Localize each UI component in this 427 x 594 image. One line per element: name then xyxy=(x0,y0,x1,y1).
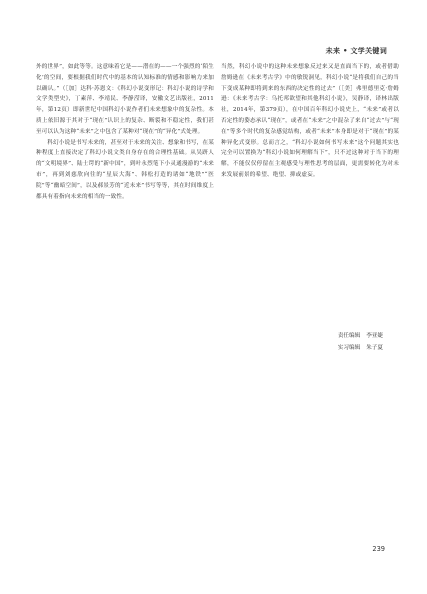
editor-name: 李亚婕 xyxy=(366,333,383,339)
editor-role: 责任编辑 xyxy=(337,333,361,339)
running-header: 未来 • 文学关键词 xyxy=(325,47,387,55)
editor-line-intern xyxy=(263,342,383,354)
editor-credits xyxy=(263,330,383,354)
right-column xyxy=(221,62,399,181)
editor-name: 朱子夏 xyxy=(366,345,383,351)
editor-line-responsible xyxy=(263,330,383,342)
body-paragraph: 科幻小说是书写未来的，甚至对于未来的关注、想象和书写，在某种程度上直接决定了科幻小说文类自身存在的合理性基础。从吴趼人的“文明境界”、陆士谔的“新中国”，到叶永烈笔下小灵通漫游的“未来市”，再到刘慈欣向往的“星辰大海”、韩松打造的诸如“地铁”“医院”等“幽暗空间”，以及郝景芳的“近未来”书写等等，其在时间维度上都具有着指向未来的相当的一致性。 xyxy=(36,139,214,200)
left-column xyxy=(36,62,214,202)
editor-role: 实习编辑 xyxy=(337,345,361,351)
body-paragraph: 当然，科幻小说中的这种未来想象反过来又是直面当下的，或者借助詹姆逊在《未来考古学》中的敏锐洞见，科幻小说“是将我们自己的当下变成某种即将到来的东西的决定性的过去”（［美］弗里德里克·詹姆逊：《未来考古学：乌托邦欲望和其他科幻小说》，吴静译，译林出版社，2014年，第379页），在中国百年科幻小说史上，“未来”或者以否定性的姿态承认“现在”，或者在“未来”之中混杂了来自“过去”与“现在”等多个时代的复杂感觉结构，或者“未来”本身即是对于“现在”的某种异化式变形。总而言之，“科幻小说如何书写未来”这个问题其实也完全可以置换为“科幻小说如何理解当下”，只不过这种对于当下的理解，不能仅仅停留在主观感受与理性思考的层面，更需要转化为对未来发展前景的希望、绝望、抑或虚妄。 xyxy=(221,64,399,178)
page-number: 239 xyxy=(372,545,385,553)
body-paragraph: 外的世界”，如此等等。这意味着它是——潜在的——一个强烈的‘陌生化’的空间，要根据我们时代中的基本的认知标准的情感和影响力来加以确认。”（［加］达科·苏恩文：《科幻小说变形记：科幻小说的诗学和文学类型史》，丁素萍、李靖民、李静滢译，安徽文艺出版社，2011年，第12页）即新世纪中国科幻小说作者们未来想象中的复杂性。本质上依旧源于其对于“现在”认识上的复杂、断裂和不稳定性，我们甚至可以认为这种“未来”之中包含了某种对“现在”的“异化”式处理。 xyxy=(36,64,214,135)
